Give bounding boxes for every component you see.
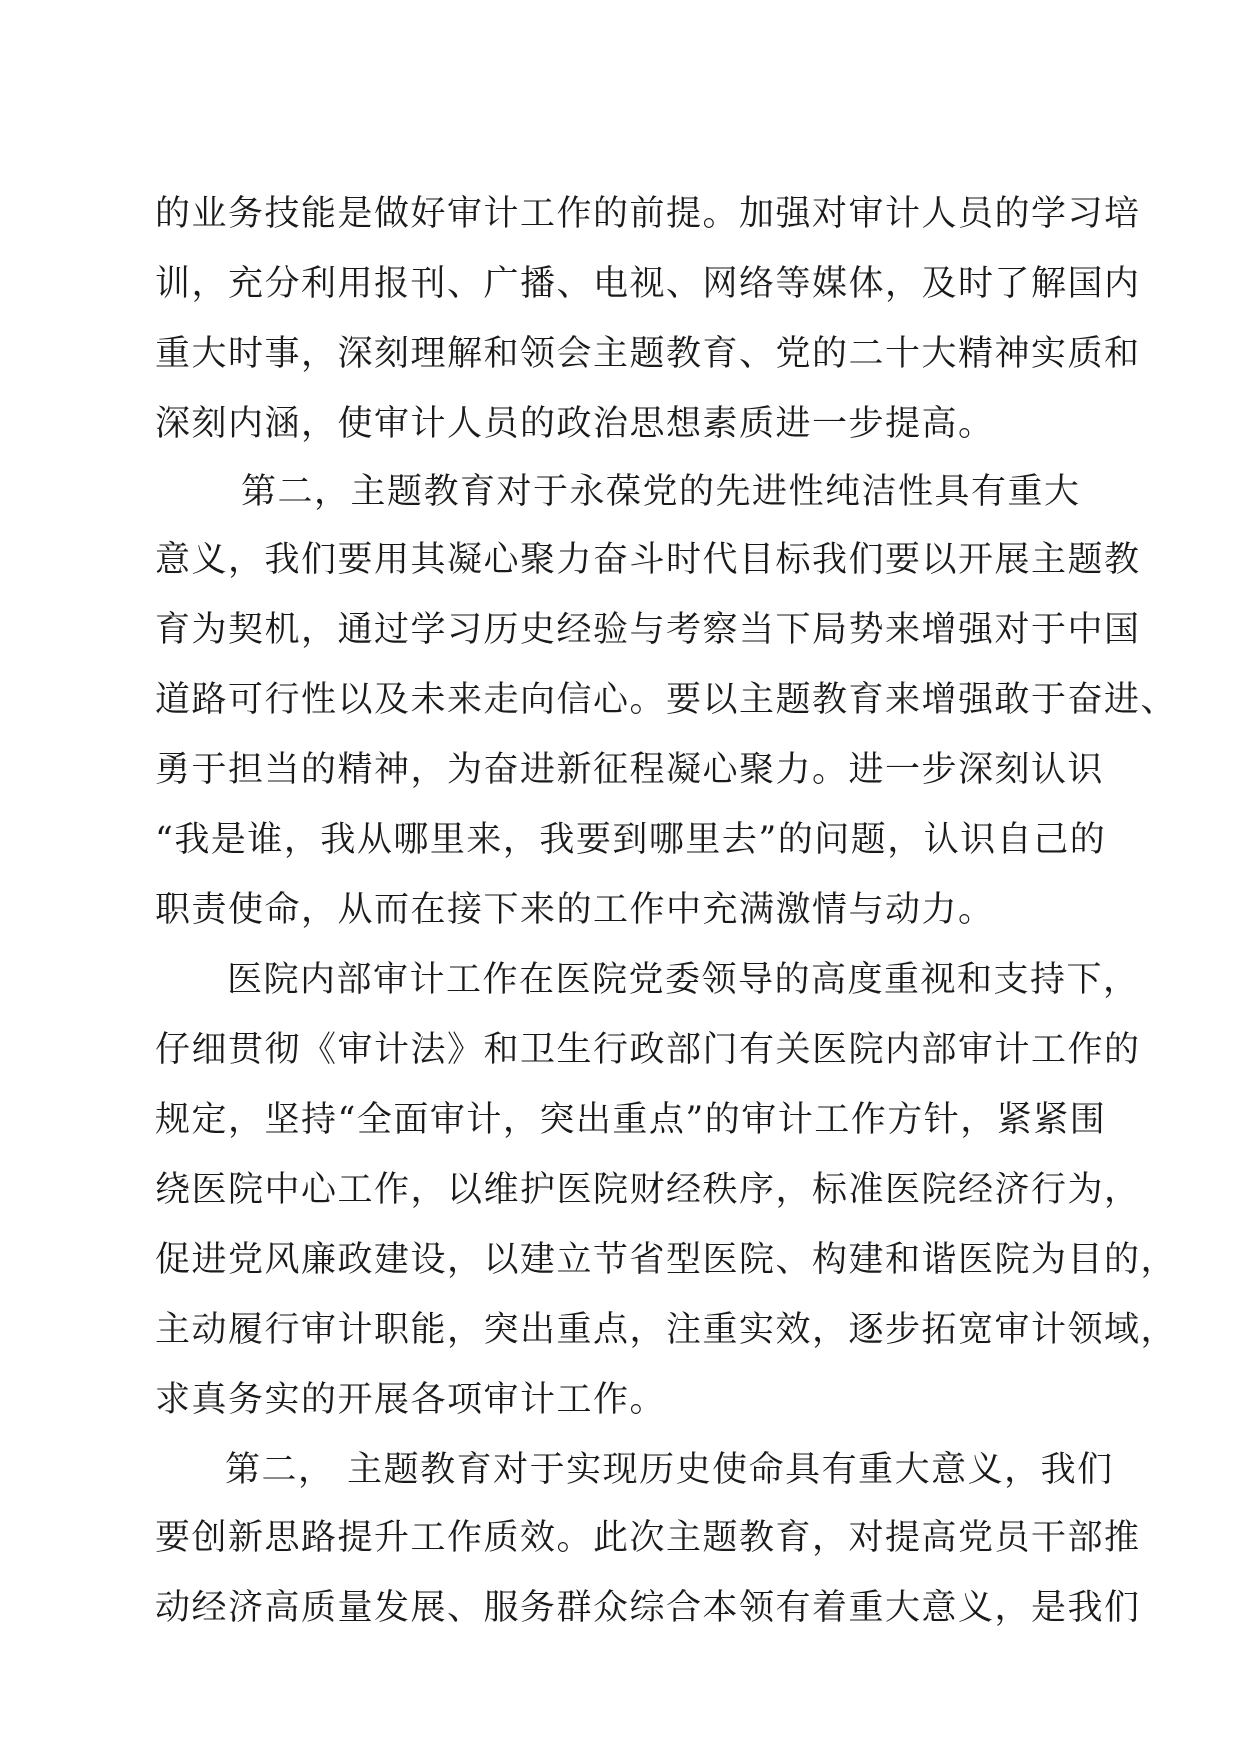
- text-line: 求真务实的开展各项审计工作。: [155, 1380, 667, 1420]
- text-line: 绕医院中心工作，以维护医院财经秩序，标准医院经济行为，: [155, 1170, 1141, 1210]
- text-line: 勇于担当的精神，为奋进新征程凝心聚力。进一步深刻认识: [155, 750, 1105, 790]
- text-line: 主动履行审计职能，突出重点，注重实效，逐步拓宽审计领域，: [155, 1310, 1178, 1350]
- text-line: 动经济高质量发展、服务群众综合本领有着重大意义，是我们: [155, 1588, 1141, 1628]
- text-line: 仔细贯彻《审计法》和卫生行政部门有关医院内部审计工作的: [155, 1030, 1141, 1070]
- text-line: 要创新思路提升工作质效。此次主题教育，对提高党员干部推: [155, 1518, 1141, 1558]
- text-line: 意义，我们要用其凝心聚力奋斗时代目标我们要以开展主题教: [155, 540, 1141, 580]
- text-line: 第二， 主题教育对于实现历史使命具有重大意义，我们: [225, 1450, 1114, 1490]
- text-line: 医院内部审计工作在医院党委领导的高度重视和支持下，: [227, 960, 1140, 1000]
- text-line: 深刻内涵，使审计人员的政治思想素质进一步提高。: [155, 404, 995, 444]
- text-line: 的业务技能是做好审计工作的前提。加强对审计人员的学习培: [155, 194, 1141, 234]
- text-line: 职责使命，从而在接下来的工作中充满激情与动力。: [155, 890, 995, 930]
- text-line: 重大时事，深刻理解和领会主题教育、党的二十大精神实质和: [155, 334, 1141, 374]
- text-line: 道路可行性以及未来走向信心。要以主题教育来增强敢于奋进、: [155, 680, 1178, 720]
- text-line: 训，充分利用报刊、广播、电视、网络等媒体，及时了解国内: [155, 264, 1141, 304]
- text-line: “我是谁，我从哪里来，我要到哪里去”的问题，认识自己的: [155, 820, 1107, 860]
- text-line: 育为契机，通过学习历史经验与考察当下局势来增强对于中国: [155, 610, 1141, 650]
- text-line: 促进党风廉政建设，以建立节省型医院、构建和谐医院为目的，: [155, 1240, 1178, 1280]
- text-line: 规定，坚持“全面审计，突出重点”的审计工作方针，紧紧围: [155, 1100, 1107, 1140]
- text-line: 第二，主题教育对于永葆党的先进性纯洁性具有重大: [241, 472, 1081, 512]
